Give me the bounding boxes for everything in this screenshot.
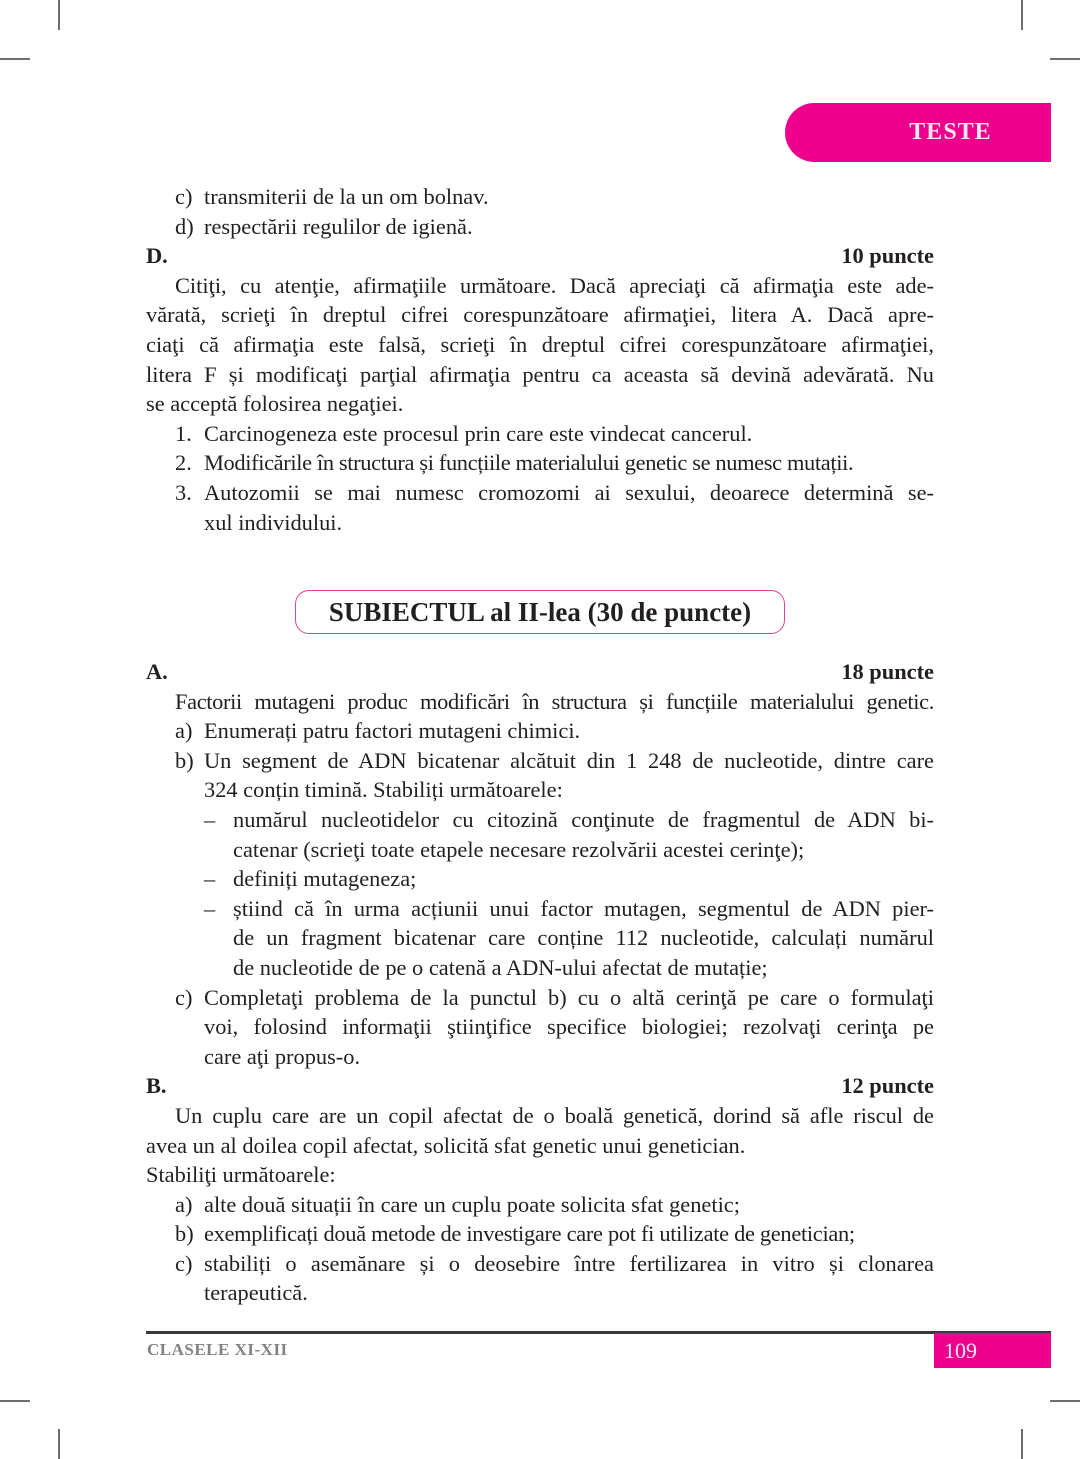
task-c-cont: terapeutică. [204,1280,308,1306]
instruction-line: Citiţi, cu atenţie, afirmaţiile următoare. Dacă apreciaţi că afirmaţia este ade- [175,272,934,298]
section-points: 10 puncte [841,243,934,269]
section-letter: D. [146,243,168,269]
crop-mark [1050,58,1080,60]
footer-label: CLASELE XI-XII [147,1340,288,1359]
page-body-top [146,182,934,537]
section-letter: A. [146,659,168,684]
subtask: – definiți mutageneza; [204,866,417,892]
subtask-cont: de nucleotide de pe o catenă a ADN-ului afectat de mutație; [233,954,768,980]
subtask-cont: catenar (scrieţi toate etapele necesare rezolvării acestei cerinţe); [233,836,805,862]
task-c: c) stabiliți o asemănare și o deosebire între fertilizarea in vitro și clonarea [175,1250,934,1276]
task-a: a) Enumerați patru factori mutageni chimici. [175,718,581,744]
section-tab [785,103,1051,162]
task-b: b) Un segment de ADN bicatenar alcătuit din 1 248 de nucleotide, dintre care [175,747,934,773]
task-b-cont: 324 conțin timină. Stabiliți următoarele: [204,777,563,803]
instruction-line: litera F și modificaţi parţial afirmaţia pentru ca aceasta să devină adevărată. Nu [146,361,934,387]
section-intro: Factorii mutageni produc modificări în structura și funcțiile materialului genetic. [175,688,934,714]
crop-mark [58,1429,60,1459]
section-points: 18 puncte [841,659,934,684]
section-letter: B. [146,1073,167,1099]
statement-3: 3. Autozomii se mai numesc cromozomi ai sexului, deoarece determină se- [175,479,934,505]
section-tab-label: TESTE [909,119,992,145]
subject-title: SUBIECTUL al II-lea (30 de puncte) [295,590,785,634]
crop-mark [0,58,30,60]
crop-mark [58,0,60,30]
section-heading-B [146,1071,934,1101]
subtask: – numărul nucleotidelor cu citozină conţinute de fragmentul de ADN bi- [204,806,934,832]
section-points: 12 puncte [841,1073,934,1099]
subtask-cont: de un fragment bicatenar care conține 112 nucleotide, calculați numărul [233,925,934,951]
statement-2: 2. Modificările în structura și funcțiile materialului genetic se numesc mutații. [175,450,854,476]
task-c-cont: care aţi propus-o. [204,1043,361,1069]
page-number: 109 [934,1333,1051,1368]
list-item: c) transmiterii de la un om bolnav. [175,184,489,209]
instruction-line: vărată, scrieţi în dreptul cifrei corespunzătoare afirmaţiei, litera A. Dacă apre- [146,302,934,328]
section-intro: Un cuplu care are un copil afectat de o boală genetică, dorind să afle riscul de [175,1102,934,1128]
instruction-line: ciaţi că afirmaţia este falsă, scrieţi în dreptul cifrei corespunzătoare afirmaţiei, [146,331,934,357]
footer-divider [146,1331,1051,1334]
crop-mark [0,1400,30,1402]
list-item: d) respectării regulilor de igienă. [175,213,473,239]
task-c: c) Completaţi problema de la punctul b) cu o altă cerinţă pe care o formulaţi [175,984,934,1010]
section-prompt: Stabiliţi următoarele: [146,1162,336,1188]
instruction-line: se acceptă folosirea negaţiei. [146,391,404,417]
crop-mark [1021,0,1023,30]
task-c-cont: voi, folosind informaţii ştiinţifice specifice biologiei; rezolvaţi cerinţa pe [204,1014,934,1040]
crop-mark [1050,1400,1080,1402]
crop-mark [1021,1429,1023,1459]
section-heading-A [146,657,934,687]
task-b: b) exemplificați două metode de investigare care pot fi utilizate de genetician; [175,1221,855,1247]
page-body-bottom [146,657,934,1308]
statement-1: 1. Carcinogeneza este procesul prin care este vindecat cancerul. [175,420,753,446]
section-intro: avea un al doilea copil afectat, solicită sfat genetic unui genetician. [146,1132,746,1158]
task-a: a) alte două situații în care un cuplu poate solicita sfat genetic; [175,1191,740,1217]
section-heading-D [146,241,934,271]
subtask: – știind că în urma acțiunii unui factor mutagen, segmentul de ADN pier- [204,895,934,921]
statement-3-cont: xul individului. [204,509,343,535]
